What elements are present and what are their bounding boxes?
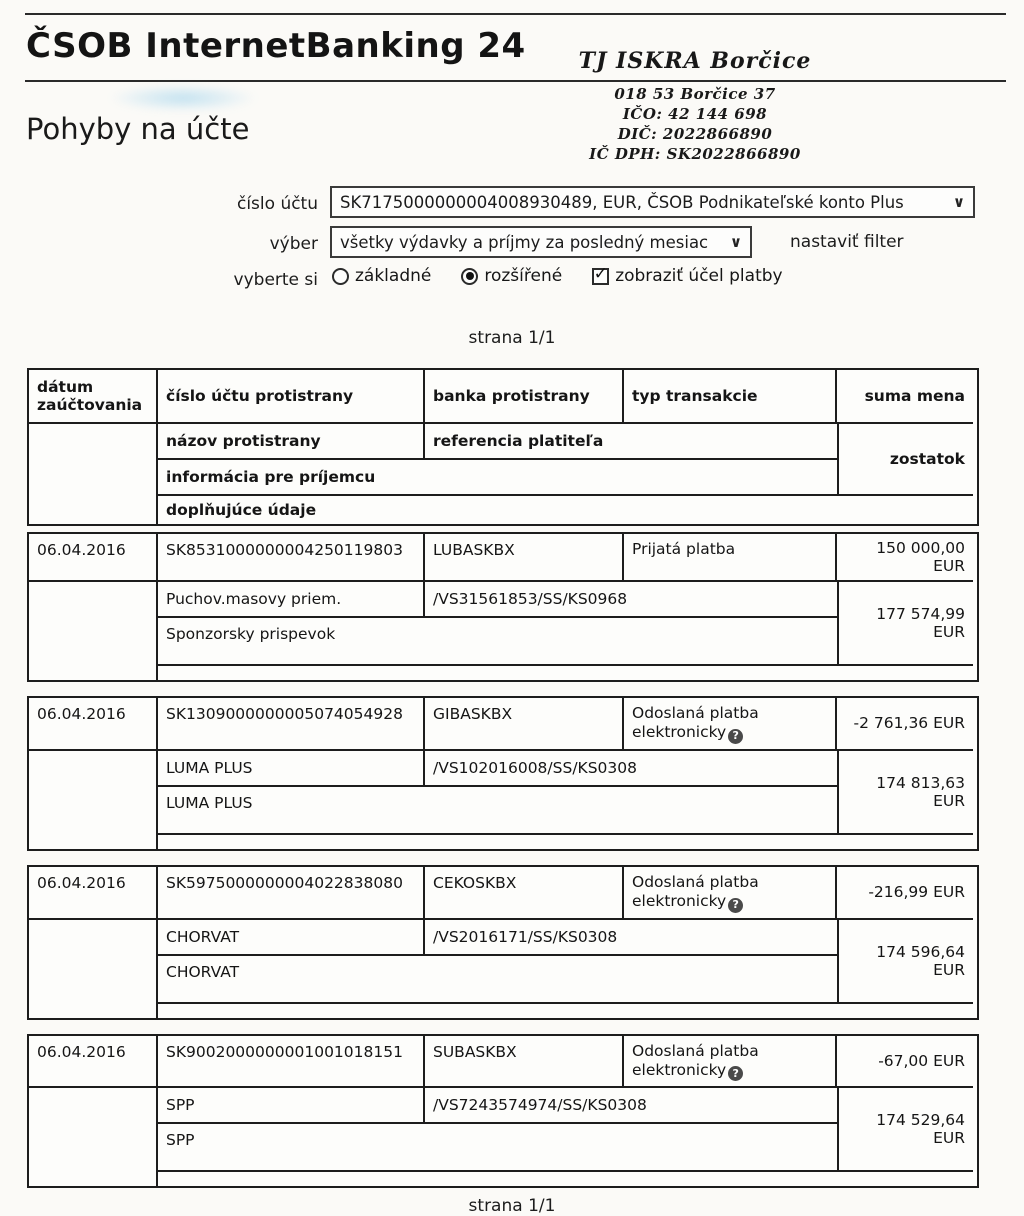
app-title: ČSOB InternetBanking 24 bbox=[26, 26, 526, 66]
col-header-amount: suma mena bbox=[837, 370, 973, 424]
page-indicator-bottom: strana 1/1 bbox=[468, 1196, 556, 1216]
check-icon: ✓ bbox=[593, 263, 608, 284]
radio-basic-label: základné bbox=[355, 266, 432, 286]
tx-empty-cell bbox=[29, 920, 158, 1018]
col-header-account: číslo účtu protistrany bbox=[158, 370, 425, 424]
stamp-dic: DIČ: 2022866890 bbox=[617, 125, 773, 143]
range-select[interactable] bbox=[330, 226, 752, 258]
tx-date: 06.04.2016 bbox=[29, 1036, 158, 1089]
tx-date: 06.04.2016 bbox=[29, 698, 158, 751]
col-header-info: informácia pre príjemcu bbox=[158, 460, 837, 496]
tx-type bbox=[624, 867, 837, 920]
tx-type bbox=[624, 698, 837, 751]
help-icon[interactable]: ? bbox=[728, 1066, 743, 1081]
tx-amount: -216,99 EUR bbox=[837, 867, 973, 920]
radio-extended-label: rozšířené bbox=[484, 266, 563, 286]
transaction-block bbox=[27, 532, 979, 682]
tx-balance: 174 529,64 EUR bbox=[837, 1088, 973, 1172]
tx-type-text: Odoslaná platba elektronicky bbox=[632, 872, 759, 911]
chevron-down-icon: ∨ bbox=[952, 193, 965, 211]
account-select-value: SK7175000000004008930489, EUR, ČSOB Podnikateľské konto Plus bbox=[340, 192, 904, 212]
company-stamp bbox=[530, 48, 860, 164]
tx-extra-cell bbox=[158, 666, 973, 680]
checkbox-show-purpose[interactable] bbox=[592, 263, 609, 285]
tx-amount: -2 761,36 EUR bbox=[837, 698, 973, 751]
stamp-address: 018 53 Borčice 37 bbox=[614, 85, 776, 103]
view-choices bbox=[332, 263, 783, 286]
tx-empty-cell bbox=[29, 1088, 158, 1186]
transaction-block bbox=[27, 696, 979, 851]
tx-empty-cell bbox=[29, 751, 158, 849]
transactions-table bbox=[27, 368, 979, 1202]
help-icon[interactable]: ? bbox=[728, 898, 743, 913]
page-indicator-top: strana 1/1 bbox=[468, 328, 556, 348]
tx-date: 06.04.2016 bbox=[29, 867, 158, 920]
col-header-bank: banka protistrany bbox=[425, 370, 624, 424]
chevron-down-icon: ∨ bbox=[729, 233, 742, 251]
col-header-balance: zostatok bbox=[837, 424, 973, 496]
tx-counterparty-account: SK5975000000004022838080 bbox=[158, 867, 425, 920]
tx-recipient-info: SPP bbox=[158, 1124, 837, 1172]
tx-balance: 177 574,99 EUR bbox=[837, 582, 973, 666]
top-divider bbox=[25, 13, 1006, 15]
range-select-label: výber bbox=[269, 234, 318, 254]
scan-smudge bbox=[108, 84, 258, 112]
tx-counterparty-name: SPP bbox=[158, 1088, 425, 1124]
tx-counterparty-bank: LUBASKBX bbox=[425, 534, 624, 582]
tx-counterparty-bank: SUBASKBX bbox=[425, 1036, 624, 1089]
tx-counterparty-account: SK1309000000005074054928 bbox=[158, 698, 425, 751]
stamp-company-name: TJ ISKRA Borčice bbox=[578, 48, 812, 74]
tx-amount: -67,00 EUR bbox=[837, 1036, 973, 1089]
transaction-block bbox=[27, 865, 979, 1020]
account-select[interactable] bbox=[330, 186, 975, 218]
tx-extra-cell bbox=[158, 1004, 973, 1018]
checkbox-show-purpose-label: zobraziť účel platby bbox=[615, 266, 783, 286]
transaction-block bbox=[27, 1034, 979, 1189]
tx-extra-cell bbox=[158, 835, 973, 849]
tx-extra-cell bbox=[158, 1172, 973, 1186]
stamp-ic-dph: IČ DPH: SK2022866890 bbox=[589, 145, 801, 163]
help-icon[interactable]: ? bbox=[728, 729, 743, 744]
tx-counterparty-name: Puchov.masovy priem. bbox=[158, 582, 425, 618]
choose-label: vyberte si bbox=[233, 270, 318, 290]
tx-date: 06.04.2016 bbox=[29, 534, 158, 582]
tx-type-text: Odoslaná platba elektronicky bbox=[632, 1041, 759, 1079]
tx-counterparty-name: LUMA PLUS bbox=[158, 751, 425, 787]
tx-counterparty-account: SK8531000000004250119803 bbox=[158, 534, 425, 582]
col-header-extra: doplňujúce údaje bbox=[166, 501, 317, 519]
tx-balance: 174 596,64 EUR bbox=[837, 920, 973, 1004]
tx-recipient-info: CHORVAT bbox=[158, 956, 837, 1004]
tx-type-text: Odoslaná platba elektronicky bbox=[632, 704, 759, 742]
tx-counterparty-bank: GIBASKBX bbox=[425, 698, 624, 751]
tx-payer-reference: /VS2016171/SS/KS0308 bbox=[425, 920, 837, 956]
tx-type-text: Prijatá platba bbox=[632, 540, 736, 558]
tx-recipient-info: Sponzorsky prispevok bbox=[158, 618, 837, 666]
tx-counterparty-bank: CEKOSKBX bbox=[425, 867, 624, 920]
set-filter-link[interactable]: nastaviť filter bbox=[790, 232, 904, 252]
radio-extended[interactable] bbox=[461, 268, 478, 285]
table-header-block bbox=[27, 368, 979, 526]
tx-payer-reference: /VS7243574974/SS/KS0308 bbox=[425, 1088, 837, 1124]
tx-payer-reference: /VS31561853/SS/KS0968 bbox=[425, 582, 837, 618]
tx-amount: 150 000,00 EUR bbox=[837, 534, 973, 582]
header-empty-cell bbox=[29, 424, 158, 524]
page-title: Pohyby na účte bbox=[26, 112, 250, 146]
stamp-ico: IČO: 42 144 698 bbox=[622, 105, 768, 123]
radio-basic[interactable] bbox=[332, 268, 349, 285]
tx-payer-reference: /VS102016008/SS/KS0308 bbox=[425, 751, 837, 787]
range-select-value: všetky výdavky a príjmy za posledný mesiac bbox=[340, 232, 709, 252]
tx-counterparty-name: CHORVAT bbox=[158, 920, 425, 956]
account-select-label: číslo účtu bbox=[236, 194, 318, 214]
col-header-name: názov protistrany bbox=[158, 424, 425, 460]
tx-type bbox=[624, 534, 837, 582]
tx-recipient-info: LUMA PLUS bbox=[158, 787, 837, 835]
col-header-date: dátum zaúčtovania bbox=[29, 370, 158, 424]
tx-type bbox=[624, 1036, 837, 1089]
tx-counterparty-account: SK9002000000001001018151 bbox=[158, 1036, 425, 1089]
col-header-type: typ transakcie bbox=[624, 370, 837, 424]
tx-balance: 174 813,63 EUR bbox=[837, 751, 973, 835]
col-header-reference: referencia platiteľa bbox=[425, 424, 837, 460]
tx-empty-cell bbox=[29, 582, 158, 680]
